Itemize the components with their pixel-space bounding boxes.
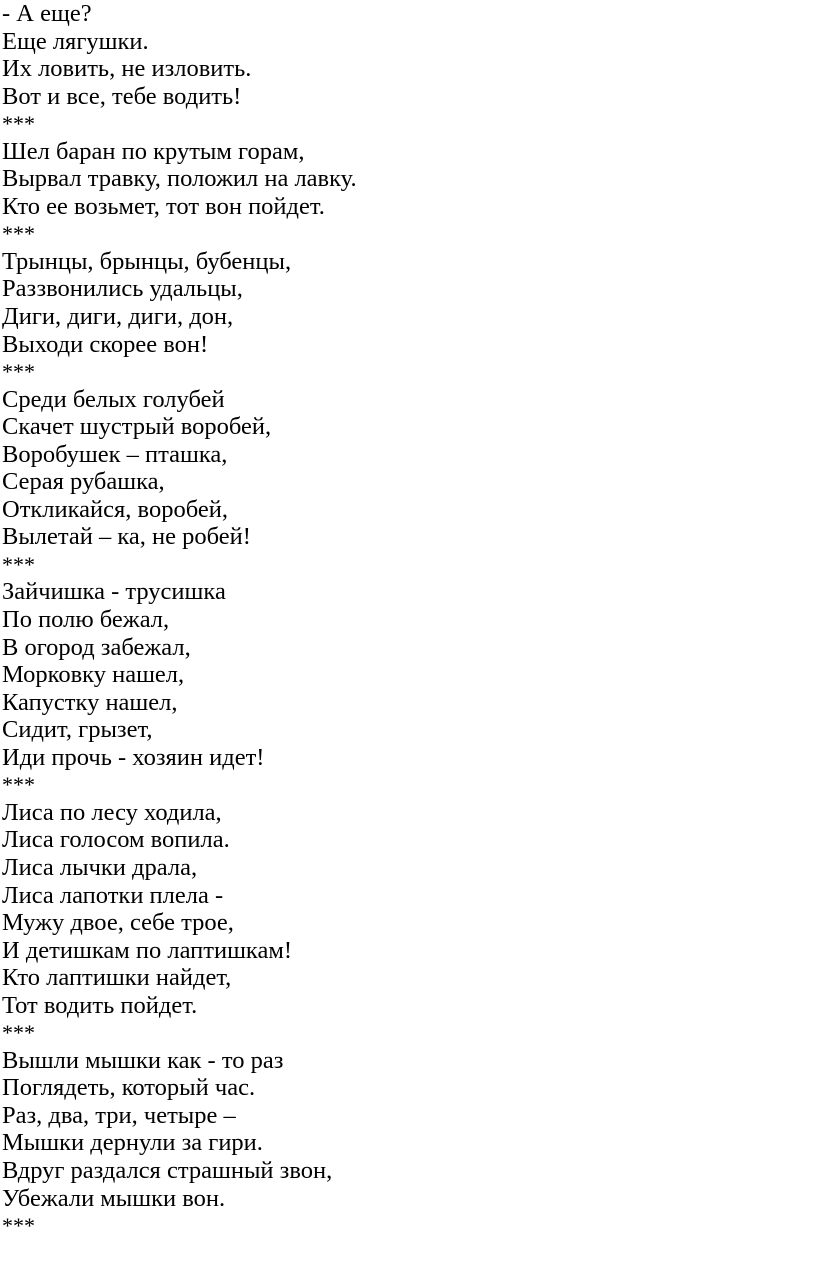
text-line: Кто лаптишки найдет, — [2, 964, 232, 992]
text-line: Диги, диги, диги, дон, — [2, 303, 234, 331]
text-line: И детишкам по лаптишкам! — [2, 936, 293, 964]
text-line: Вот и все, тебе водить! — [2, 82, 242, 110]
text-line: Кто ее возьмет, тот вон пойдет. — [2, 192, 325, 220]
text-line: Среди белых голубей — [2, 385, 225, 413]
text-line: Лиса голосом вопила. — [2, 826, 230, 854]
text-line: Поглядеть, который час. — [2, 1074, 256, 1102]
text-line: Раз, два, три, четыре – — [2, 1101, 236, 1129]
stanza-separator: *** — [2, 221, 35, 247]
text-line: По полю бежал, — [2, 606, 170, 634]
text-line: Капустку нашел, — [2, 688, 178, 716]
text-lines — [2, 0, 357, 1240]
text-line: Вышли мышки как - то раз — [2, 1046, 284, 1074]
stanza-separator: *** — [2, 359, 35, 385]
text-line: Тот водить пойдет. — [2, 991, 198, 1019]
text-line: Воробушек – пташка, — [2, 440, 228, 468]
text-line: Шел баран по крутым горам, — [2, 137, 305, 165]
text-line: Раззвонились удальцы, — [2, 275, 243, 303]
text-line: Выходи скорее вон! — [2, 330, 209, 358]
text-line: Лиса лычки драла, — [2, 853, 198, 881]
text-line: Скачет шустрый воробей, — [2, 413, 272, 441]
text-line: Убежали мышки вон. — [2, 1184, 226, 1212]
text-line: Трынцы, брынцы, бубенцы, — [2, 247, 292, 275]
stanza-separator: *** — [2, 1020, 35, 1046]
text-line: Мужу двое, себе трое, — [2, 909, 234, 937]
stanza-separator: *** — [2, 111, 35, 137]
text-line: Лиса лапотки плела - — [2, 881, 224, 909]
stanza-separator: *** — [2, 551, 35, 577]
text-line: Их ловить, не изловить. — [2, 55, 252, 83]
stanza-separator: *** — [2, 772, 35, 798]
text-line: Морковку нашел, — [2, 661, 185, 689]
text-line: Лиса по лесу ходила, — [2, 798, 222, 826]
text-line: Зайчишка - трусишка — [2, 578, 226, 606]
text-line: Серая рубашка, — [2, 468, 165, 496]
text-line: Иди прочь - хозяин идет! — [2, 743, 265, 771]
text-line: Вдруг раздался страшный звон, — [2, 1156, 333, 1184]
text-line: Еще лягушки. — [2, 27, 149, 55]
text-line: - А еще? — [2, 0, 92, 27]
stanza-separator: *** — [2, 1213, 35, 1239]
text-line: Мышки дернули за гири. — [2, 1129, 263, 1157]
text-line: Откликайся, воробей, — [2, 495, 228, 523]
text-line: В огород забежал, — [2, 633, 191, 661]
text-line: Вылетай – ка, не робей! — [2, 523, 251, 551]
text-line: Сидит, грызет, — [2, 716, 153, 744]
text-line: Вырвал травку, положил на лавку. — [2, 165, 357, 193]
